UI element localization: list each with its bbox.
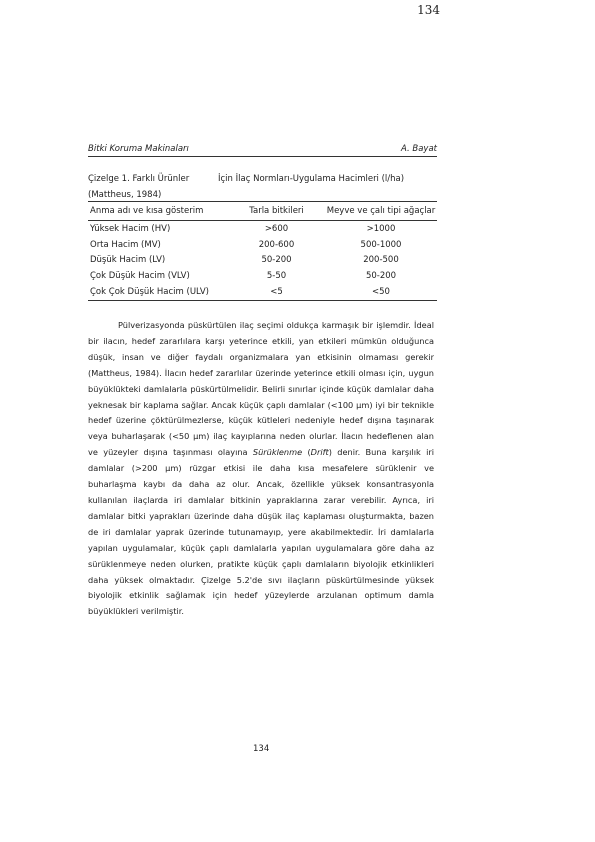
- table-cell: Çok Çok Düşük Hacim (ULV): [90, 287, 209, 298]
- table-cell: 50-200: [261, 255, 292, 266]
- table-header-cell: Anma adı ve kısa gösterim: [90, 206, 204, 216]
- table-header-cell: Meyve ve çalı tipi ağaçlar: [326, 206, 436, 216]
- table-row: [88, 221, 437, 237]
- header-author: A. Bayat: [401, 144, 437, 154]
- page-number-bottom: 134: [253, 744, 270, 754]
- table-row: [88, 268, 437, 284]
- body-text-part: ) denir. Buna karşılık iri damlalar (>200 µm) rüzgar etkisi ile daha kısa mesafelere sürüklenir ve buharlaşma kaybı da daha az olur. Ancak, özellikle yüksek konsantrasyonla kullanılan ilaçlarda iri damlalar bitkinin yapraklarına zarar verebilir. Ayrıca, iri damlalar bitki yaprakları üzerinde daha düşük ilaç kaplaması oluşturmakta, bazen de iri damlalar yaprak üzerinde tutunamayıp, yere akabilmektedir. İri damlalarla yapılan uygulamalar, küçük çaplı damlalarla yapılan uygulamalara göre daha az sürüklenmeye neden olurken, pratikte küçük çaplı damlaların biyolojik etkinlikleri daha yüksek olmaktadır. Çizelge 5.2'de sıvı ilaçların püskürtülmesinde yüksek biyolojik etkinlik sağlamak için hedef yüzeylerde arzulanan optimum damla büyüklükleri verilmiştir.: [88, 447, 435, 617]
- table-cell: 500-1000: [360, 239, 402, 250]
- running-header: [88, 144, 437, 157]
- header-book-title: Bitki Koruma Makinaları: [88, 144, 189, 154]
- table-cell: 200-500: [363, 255, 399, 266]
- table-cell: Düşük Hacim (LV): [90, 255, 166, 266]
- body-text-part: (: [302, 447, 311, 458]
- table-cell: Orta Hacim (MV): [90, 239, 161, 250]
- term-emphasis: Drift: [310, 447, 329, 458]
- body-text: [88, 318, 434, 620]
- table-caption-left: Çizelge 1. Farklı Ürünler (Mattheus, 1984): [88, 174, 190, 200]
- table-cell: 5-50: [266, 271, 287, 282]
- table-cell: >1000: [366, 223, 396, 234]
- table-row: [88, 253, 437, 269]
- table-header-cell: Tarla bitkileri: [249, 206, 304, 216]
- table-cell: <5: [270, 287, 283, 298]
- table-cell: >600: [264, 223, 289, 234]
- body-paragraph: [88, 318, 434, 620]
- term-emphasis: Sürüklenme: [252, 447, 303, 458]
- table-caption-right: İçin İlaç Normları-Uygulama Hacimleri (l/ha): [218, 174, 405, 184]
- volume-table: [88, 201, 437, 301]
- table-cell: Çok Düşük Hacim (VLV): [90, 271, 190, 282]
- table-cell: <50: [372, 287, 390, 298]
- table-cell: 50-200: [365, 271, 397, 282]
- page-number-top: 134: [417, 3, 440, 17]
- table-cell: Yüksek Hacim (HV): [90, 223, 171, 234]
- table-row: [88, 284, 437, 300]
- table-cell: 200-600: [258, 239, 295, 250]
- table-header-row: [88, 202, 437, 221]
- table-row: [88, 237, 437, 253]
- body-text-part: Pülverizasyonda püskürtülen ilaç seçimi oldukça karmaşık bir işlemdir. İdeal bir ilacın, hedef zararlılara karşı yeterince etkili, yan etkileri mümkün olduğunca düşük, insan ve diğer faydalı organizmalara yan etkisinin olmaması gerekir (Mattheus, 1984). İlacın hedef zararlılar üzerinde yeterince etkili olması için, uygun büyüklükteki damlalarla püskürtülmelidir. Belirli sınırlar içinde küçük damlalar daha yeknesak bir kaplama sağlar. Ancak küçük çaplı damlalar (<100 µm) iyi bir teknikle hedef üzerine çöktürülmezlerse, küçük kütleleri nedeniyle hedef dışına taşınarak veya buharlaşarak (<50 µm) ilaç kayıplarına neden olurlar. İlacın hedeflenen alan ve yüzeyler dışına taşınması olayına: [88, 320, 434, 458]
